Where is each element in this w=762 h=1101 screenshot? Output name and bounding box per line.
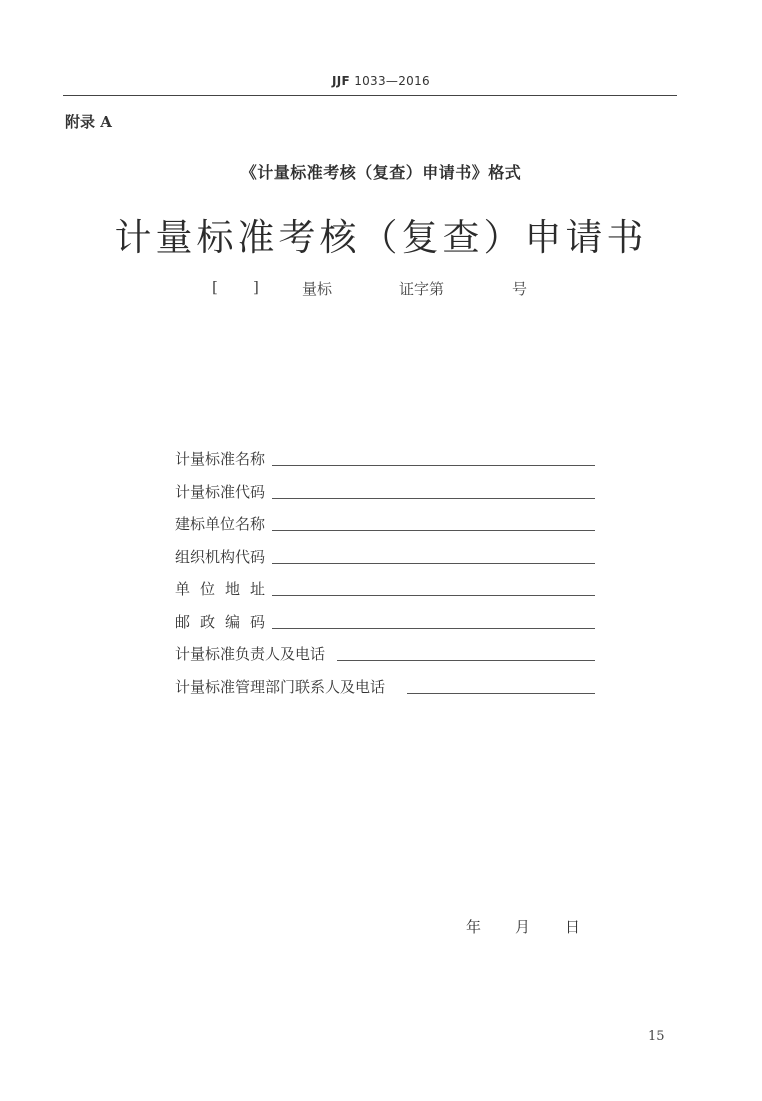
field-fill-line[interactable] bbox=[272, 530, 595, 531]
page-number: 15 bbox=[648, 1029, 665, 1044]
date-line bbox=[0, 916, 762, 936]
certificate-part-zhengzidi: 证字第 bbox=[399, 280, 445, 298]
field-fill-line[interactable] bbox=[337, 660, 595, 661]
field-address bbox=[175, 578, 595, 598]
field-fill-line[interactable] bbox=[272, 628, 595, 629]
field-standard-code bbox=[175, 481, 595, 501]
certificate-part-liangbiao: 量标 bbox=[302, 280, 333, 298]
field-label: 邮政编码 bbox=[175, 613, 276, 631]
field-label: 计量标准管理部门联系人及电话 bbox=[175, 678, 386, 696]
standard-prefix: JJF bbox=[332, 74, 351, 88]
date-month-label: 月 bbox=[515, 918, 531, 936]
field-label: 计量标准负责人及电话 bbox=[175, 645, 326, 663]
field-organization-name bbox=[175, 513, 595, 533]
field-label: 计量标准代码 bbox=[175, 483, 266, 501]
field-fill-line[interactable] bbox=[272, 563, 595, 564]
field-standard-name bbox=[175, 448, 595, 468]
field-label: 单位地址 bbox=[175, 580, 276, 598]
field-fill-line[interactable] bbox=[272, 465, 595, 466]
certificate-part-hao: 号 bbox=[512, 280, 528, 298]
field-department-contact-phone bbox=[175, 676, 595, 696]
field-responsible-person-phone bbox=[175, 643, 595, 663]
date-day-label: 日 bbox=[565, 918, 581, 936]
field-label: 计量标准名称 bbox=[175, 450, 266, 468]
header-rule bbox=[63, 95, 677, 96]
date-year-label: 年 bbox=[466, 918, 482, 936]
field-fill-line[interactable] bbox=[272, 595, 595, 596]
standard-code-header bbox=[0, 74, 762, 88]
field-label: 组织机构代码 bbox=[175, 548, 266, 566]
field-fill-line[interactable] bbox=[272, 498, 595, 499]
field-postal-code bbox=[175, 611, 595, 631]
format-title: 《计量标准考核（复查）申请书》格式 bbox=[240, 163, 522, 182]
certificate-number-line bbox=[0, 278, 762, 300]
appendix-label: 附录 A bbox=[65, 113, 112, 131]
field-organization-code bbox=[175, 546, 595, 566]
certificate-open-bracket: [ bbox=[212, 278, 218, 296]
standard-number: 1033—2016 bbox=[354, 74, 430, 88]
main-title: 计量标准考核（复查）申请书 bbox=[114, 216, 648, 259]
field-label: 建标单位名称 bbox=[175, 515, 266, 533]
field-fill-line[interactable] bbox=[407, 693, 595, 694]
certificate-close-bracket: ] bbox=[253, 278, 259, 296]
